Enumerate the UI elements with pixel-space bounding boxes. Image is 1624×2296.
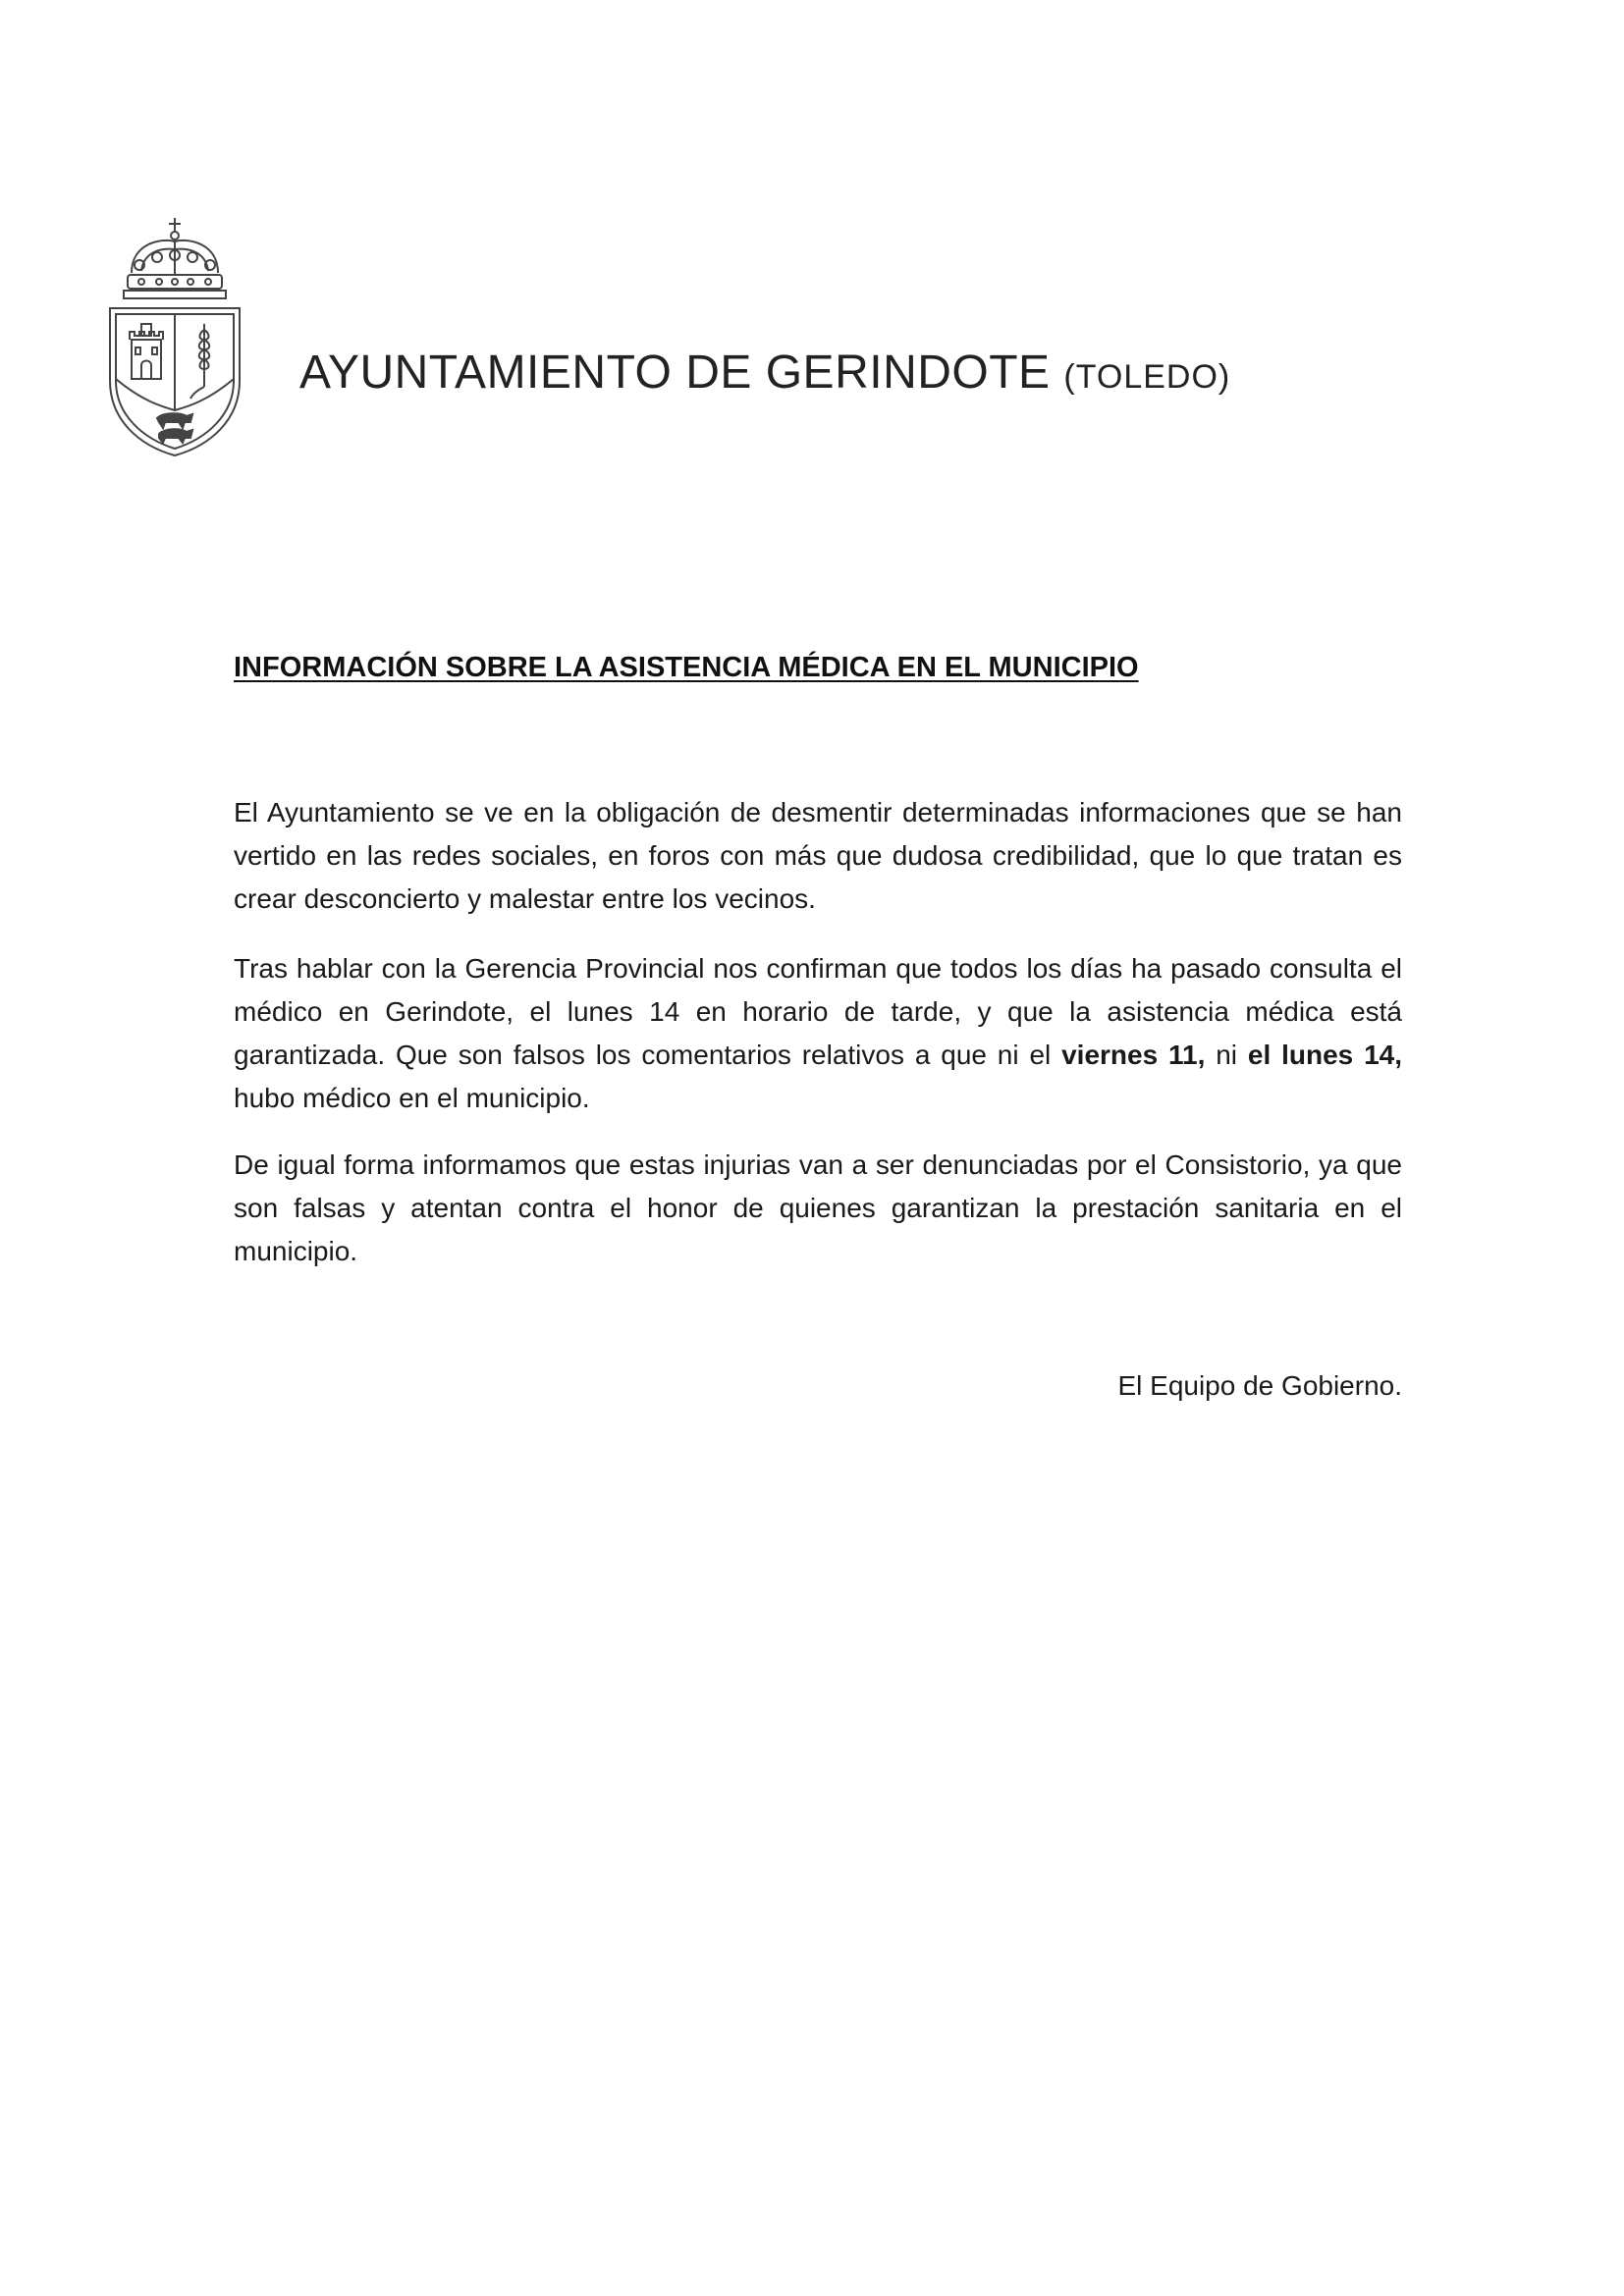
paragraph-2-bold-comma-1: , <box>1197 1040 1206 1070</box>
paragraph-2 <box>234 947 1402 1120</box>
paragraph-2-bold-lunes: el lunes 14 <box>1247 1040 1395 1070</box>
organization-header <box>299 346 1230 400</box>
municipal-coat-of-arms-icon <box>102 214 247 459</box>
paragraph-2-text-3: hubo médico en el municipio. <box>234 1083 590 1113</box>
paragraph-1: El Ayuntamiento se ve en la obligación de desmentir determinadas informaciones que se han vertido en las redes sociales, en foros con más que dudosa credibilidad, que lo que tratan es crear desconcierto y malestar entre los vecinos. <box>234 797 1402 914</box>
province-name: (TOLEDO) <box>1063 358 1231 396</box>
paragraph-2-text-1: Tras hablar con la Gerencia Provincial nos confirman que todos los días ha pasado consulta el médico en Gerindote, el lunes 14 en horario de tarde, y que la asistencia médica está garantizada. Que son falsos los comentarios relativos a que ni el <box>234 953 1402 1070</box>
signature: El Equipo de Gobierno. <box>1117 1370 1402 1401</box>
paragraph-2-bold-comma-2: , <box>1394 1040 1402 1070</box>
paragraph-3: De igual forma informamos que estas injurias van a ser denunciadas por el Consistorio, ya que son falsas y atentan contra el honor de quienes garantizan la prestación sanitaria en el municipio. <box>234 1149 1402 1266</box>
paragraph-2-text-2: ni <box>1205 1040 1248 1070</box>
organization-name: AYUNTAMIENTO DE GERINDOTE <box>299 347 1051 399</box>
paragraph-2-bold-viernes: viernes 11 <box>1061 1040 1198 1070</box>
document-title: INFORMACIÓN SOBRE LA ASISTENCIA MÉDICA EN EL MUNICIPIO <box>234 652 1139 683</box>
